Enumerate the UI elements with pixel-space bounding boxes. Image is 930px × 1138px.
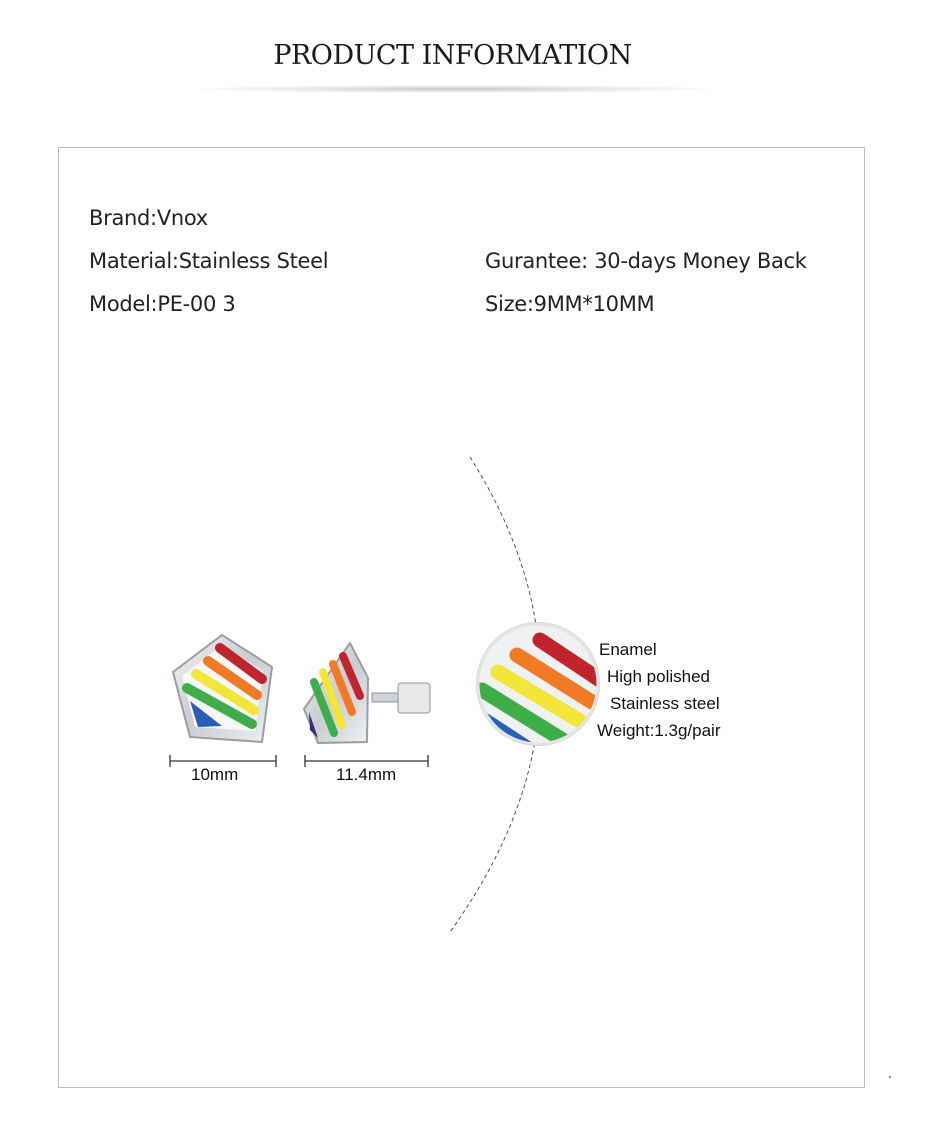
earring-front-view bbox=[173, 635, 272, 742]
page-title: PRODUCT INFORMATION bbox=[273, 40, 632, 71]
callout-weight: Weight:1.3g/pair bbox=[597, 721, 721, 740]
spec-size: Size:9MM*10MM bbox=[485, 292, 655, 316]
callout-steel: Stainless steel bbox=[610, 694, 720, 713]
spec-model: Model:PE-00 3 bbox=[89, 292, 236, 316]
depth-label: 11.4mm bbox=[336, 765, 397, 784]
width-label: 10mm bbox=[191, 765, 239, 784]
callout-polish: High polished bbox=[607, 667, 711, 686]
spec-material: Material:Stainless Steel bbox=[89, 249, 329, 273]
callout-enamel: Enamel bbox=[599, 640, 657, 659]
spec-guarantee: Gurantee: 30-days Money Back bbox=[485, 249, 807, 273]
speck-mark bbox=[889, 1076, 891, 1078]
spec-brand: Brand:Vnox bbox=[89, 206, 208, 230]
earring-side-view bbox=[304, 643, 430, 743]
detail-magnifier bbox=[470, 620, 610, 750]
